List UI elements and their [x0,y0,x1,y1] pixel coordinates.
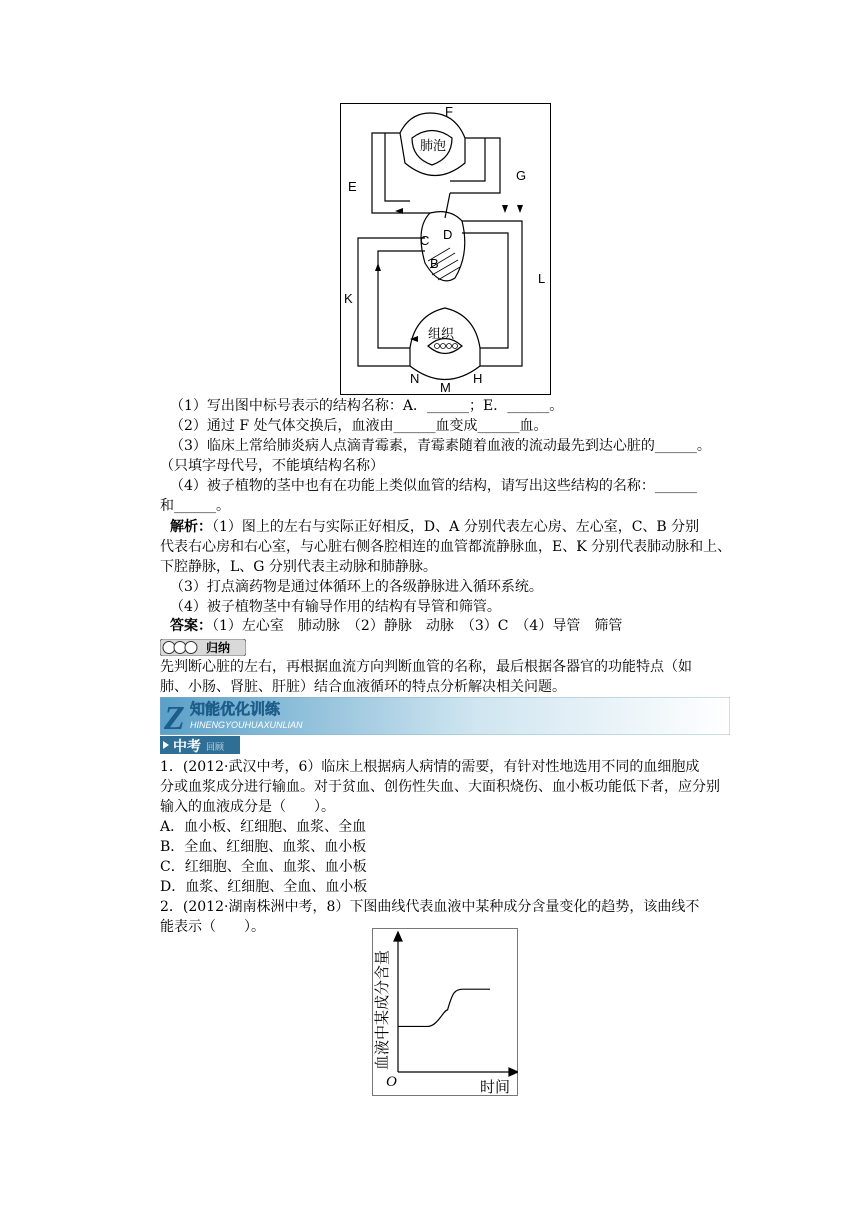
exercise1-stem-2: 分或血浆成分进行输血。对于贫血、创伤性失血、大面积烧伤、血小板功能低下者，应分别 [160,779,720,795]
label-M: M [440,380,451,395]
subsection-title: 中考 [173,739,201,755]
label-tissue: 组织 [428,326,455,341]
answer-label: 答案： [170,618,212,634]
label-D: D [443,227,453,242]
label-F: F [445,104,453,119]
subsection-badge [160,735,240,755]
section-subtitle: HINENGYOUHUAXUNLIAN [190,720,303,730]
question-4-cont: 和______。 [160,498,230,514]
section-title: 知能优化训练 [190,700,281,718]
exercise1-stem-1: 1．(2012·武汉中考，6）临床上根据病人病情的需要，有针对性地选用不同的血细胞成 [160,759,700,775]
summary-p2: 肺、小肠、肾脏、肝脏）结合血液循环的特点分析解决相关问题。 [160,679,566,695]
exercise1-stem-3: 输入的血液成分是（ ）。 [160,799,335,815]
question-3-note: （只填字母代号，不能填结构名称） [160,458,384,474]
y-axis-label: 血液中某成分含量 [373,949,391,1070]
answer [170,616,740,636]
subsection-title-2: 回顾 [206,743,225,753]
summary-p1: 先判断心脏的左右，再根据血流方向判断血管的名称，最后根据各器官的功能特点（如 [160,659,692,675]
exercise1-option-c: C．红细胞、全血、血浆、血小板 [160,859,367,875]
svg-text:Z: Z [164,700,185,735]
exercise2-stem-2: 能表示（ ）。 [160,919,265,935]
answer-text: （1）左心室 肺动脉 （2）静脉 动脉 （3）C （4）导管 筛管 [212,618,623,634]
x-axis-label: 时间 [480,1078,511,1096]
analysis-p1c: 下腔静脉，L、G 分别代表主动脉和肺静脉。 [160,559,437,575]
label-E: E [348,179,357,194]
exercise1-option-d: D．血浆、红细胞、全血、血小板 [160,879,368,895]
analysis-label: 解析： [170,519,212,535]
analysis-p4: （4）被子植物茎中有输导作用的结构有导管和筛管。 [170,599,501,615]
summary-badge [160,639,246,656]
analysis-p1b: 代表右心房和右心室，与心脏右侧各腔相连的血管都流静脉血，E、K 分别代表肺动脉和上、 [160,539,732,555]
question-4: （4）被子植物的茎中也有在功能上类似血管的结构，请写出这些结构的名称：______ [170,478,697,494]
label-C: C [420,233,430,248]
content-curve-chart [372,928,518,1096]
summary-badge-text: 归纳 [206,641,231,655]
exercise2-stem-1: 2．(2012·湖南株洲中考，8）下图曲线代表血液中某种成分含量变化的趋势，该曲线不 [160,899,700,915]
label-N: N [410,371,420,386]
label-B: B [430,256,439,271]
label-K: K [344,291,353,306]
label-alveolus: 肺泡 [420,138,447,153]
section-banner [160,697,730,735]
circulation-diagram [340,103,551,395]
question-1: （1）写出图中标号表示的结构名称：A．______；E．______。 [170,398,564,414]
question-2: （2）通过 F 处气体交换后，血液由______血变成______血。 [170,418,548,434]
label-G: G [516,168,527,183]
analysis-text-1: （1）图上的左右与实际正好相反，D、A 分别代表左心房、左心室，C、B 分别 [212,519,700,535]
label-H: H [473,371,483,386]
analysis-p1 [170,517,740,537]
label-L: L [538,271,546,286]
origin-label: O [386,1074,397,1090]
analysis-p3: （3）打点滴药物是通过体循环上的各级静脉进入循环系统。 [170,579,543,595]
exercise1-option-a: A．血小板、红细胞、血浆、全血 [160,819,367,835]
exercise1-option-b: B．全血、红细胞、血浆、血小板 [160,839,367,855]
question-3: （3）临床上常给肺炎病人点滴青霉素，青霉素随着血液的流动最先到达心脏的______。 [170,438,711,454]
